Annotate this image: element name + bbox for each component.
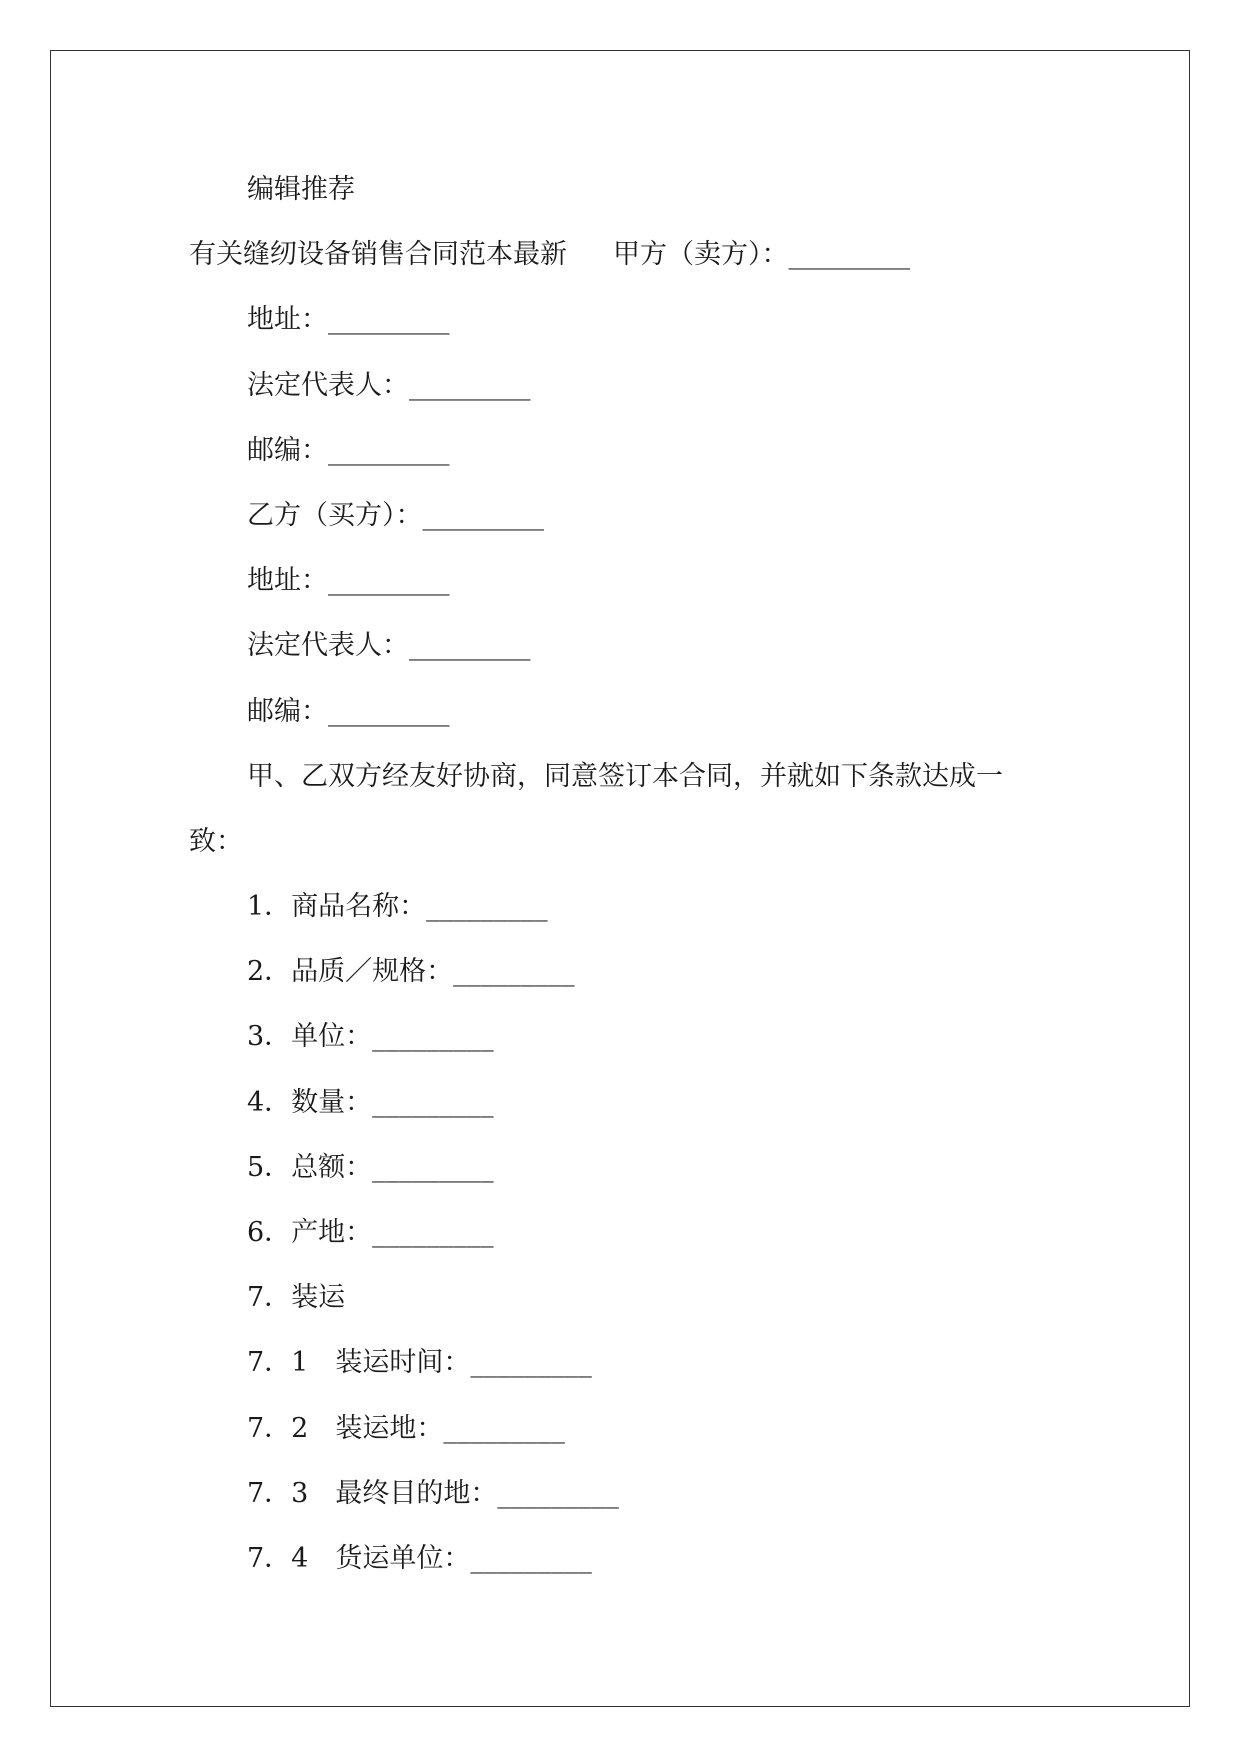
clause-origin [189, 1200, 1089, 1265]
line-text: 7．4 货运单位：_________ [247, 1542, 592, 1574]
party-a-label: 甲方（卖方）：_________ [613, 239, 910, 271]
line-text: 邮编：_________ [247, 695, 450, 727]
document-body [189, 157, 1089, 1591]
line-text: 1．商品名称：_________ [247, 891, 548, 923]
line-text: 甲、乙双方经友好协商，同意签订本合同，并就如下条款达成一 [247, 760, 1003, 792]
line-text: 编辑推荐 [247, 174, 355, 205]
line-text: 邮编：_________ [247, 434, 450, 466]
party-b-address [189, 548, 1089, 613]
line-text: 乙方（买方）：_________ [247, 499, 544, 531]
party-a-address [189, 287, 1089, 352]
clause-total [189, 1135, 1089, 1200]
clause-quantity [189, 1070, 1089, 1135]
line-text: 地址：_________ [247, 565, 450, 597]
line-text: 4．数量：_________ [247, 1086, 494, 1118]
line-text: 6．产地：_________ [247, 1217, 494, 1248]
contract-title-line [189, 222, 1089, 287]
line-text: 5．总额：_________ [247, 1151, 494, 1183]
line-text: 地址：_________ [247, 304, 450, 336]
clause-shipment-time [189, 1330, 1089, 1395]
clause-product-name [189, 874, 1089, 939]
line-text: 致： [189, 825, 243, 857]
clause-shipment [189, 1265, 1089, 1330]
recommend-heading [189, 157, 1089, 222]
party-a-postcode [189, 418, 1089, 483]
agreement-paragraph [189, 744, 1089, 809]
line-text: 法定代表人：_________ [247, 369, 531, 401]
clause-final-destination [189, 1461, 1089, 1526]
agreement-paragraph-continued [189, 809, 1089, 874]
line-text: 3．单位：_________ [247, 1021, 494, 1053]
clause-quality-spec [189, 939, 1089, 1004]
clause-carrier [189, 1526, 1089, 1591]
line-text: 7．装运 [247, 1282, 346, 1314]
clause-shipment-place [189, 1396, 1089, 1461]
party-b-label [189, 483, 1089, 548]
line-text: 7．3 最终目的地：_________ [247, 1477, 619, 1509]
clause-unit [189, 1004, 1089, 1069]
line-text: 7．1 装运时间：_________ [247, 1347, 592, 1379]
line-text: 7．2 装运地：_________ [247, 1412, 565, 1444]
line-text: 法定代表人：_________ [247, 630, 531, 662]
party-b-representative [189, 613, 1089, 678]
line-text: 2．品质／规格：_________ [247, 956, 575, 988]
party-a-representative [189, 353, 1089, 418]
contract-title: 有关缝纫设备销售合同范本最新 [189, 239, 567, 271]
party-b-postcode [189, 679, 1089, 744]
